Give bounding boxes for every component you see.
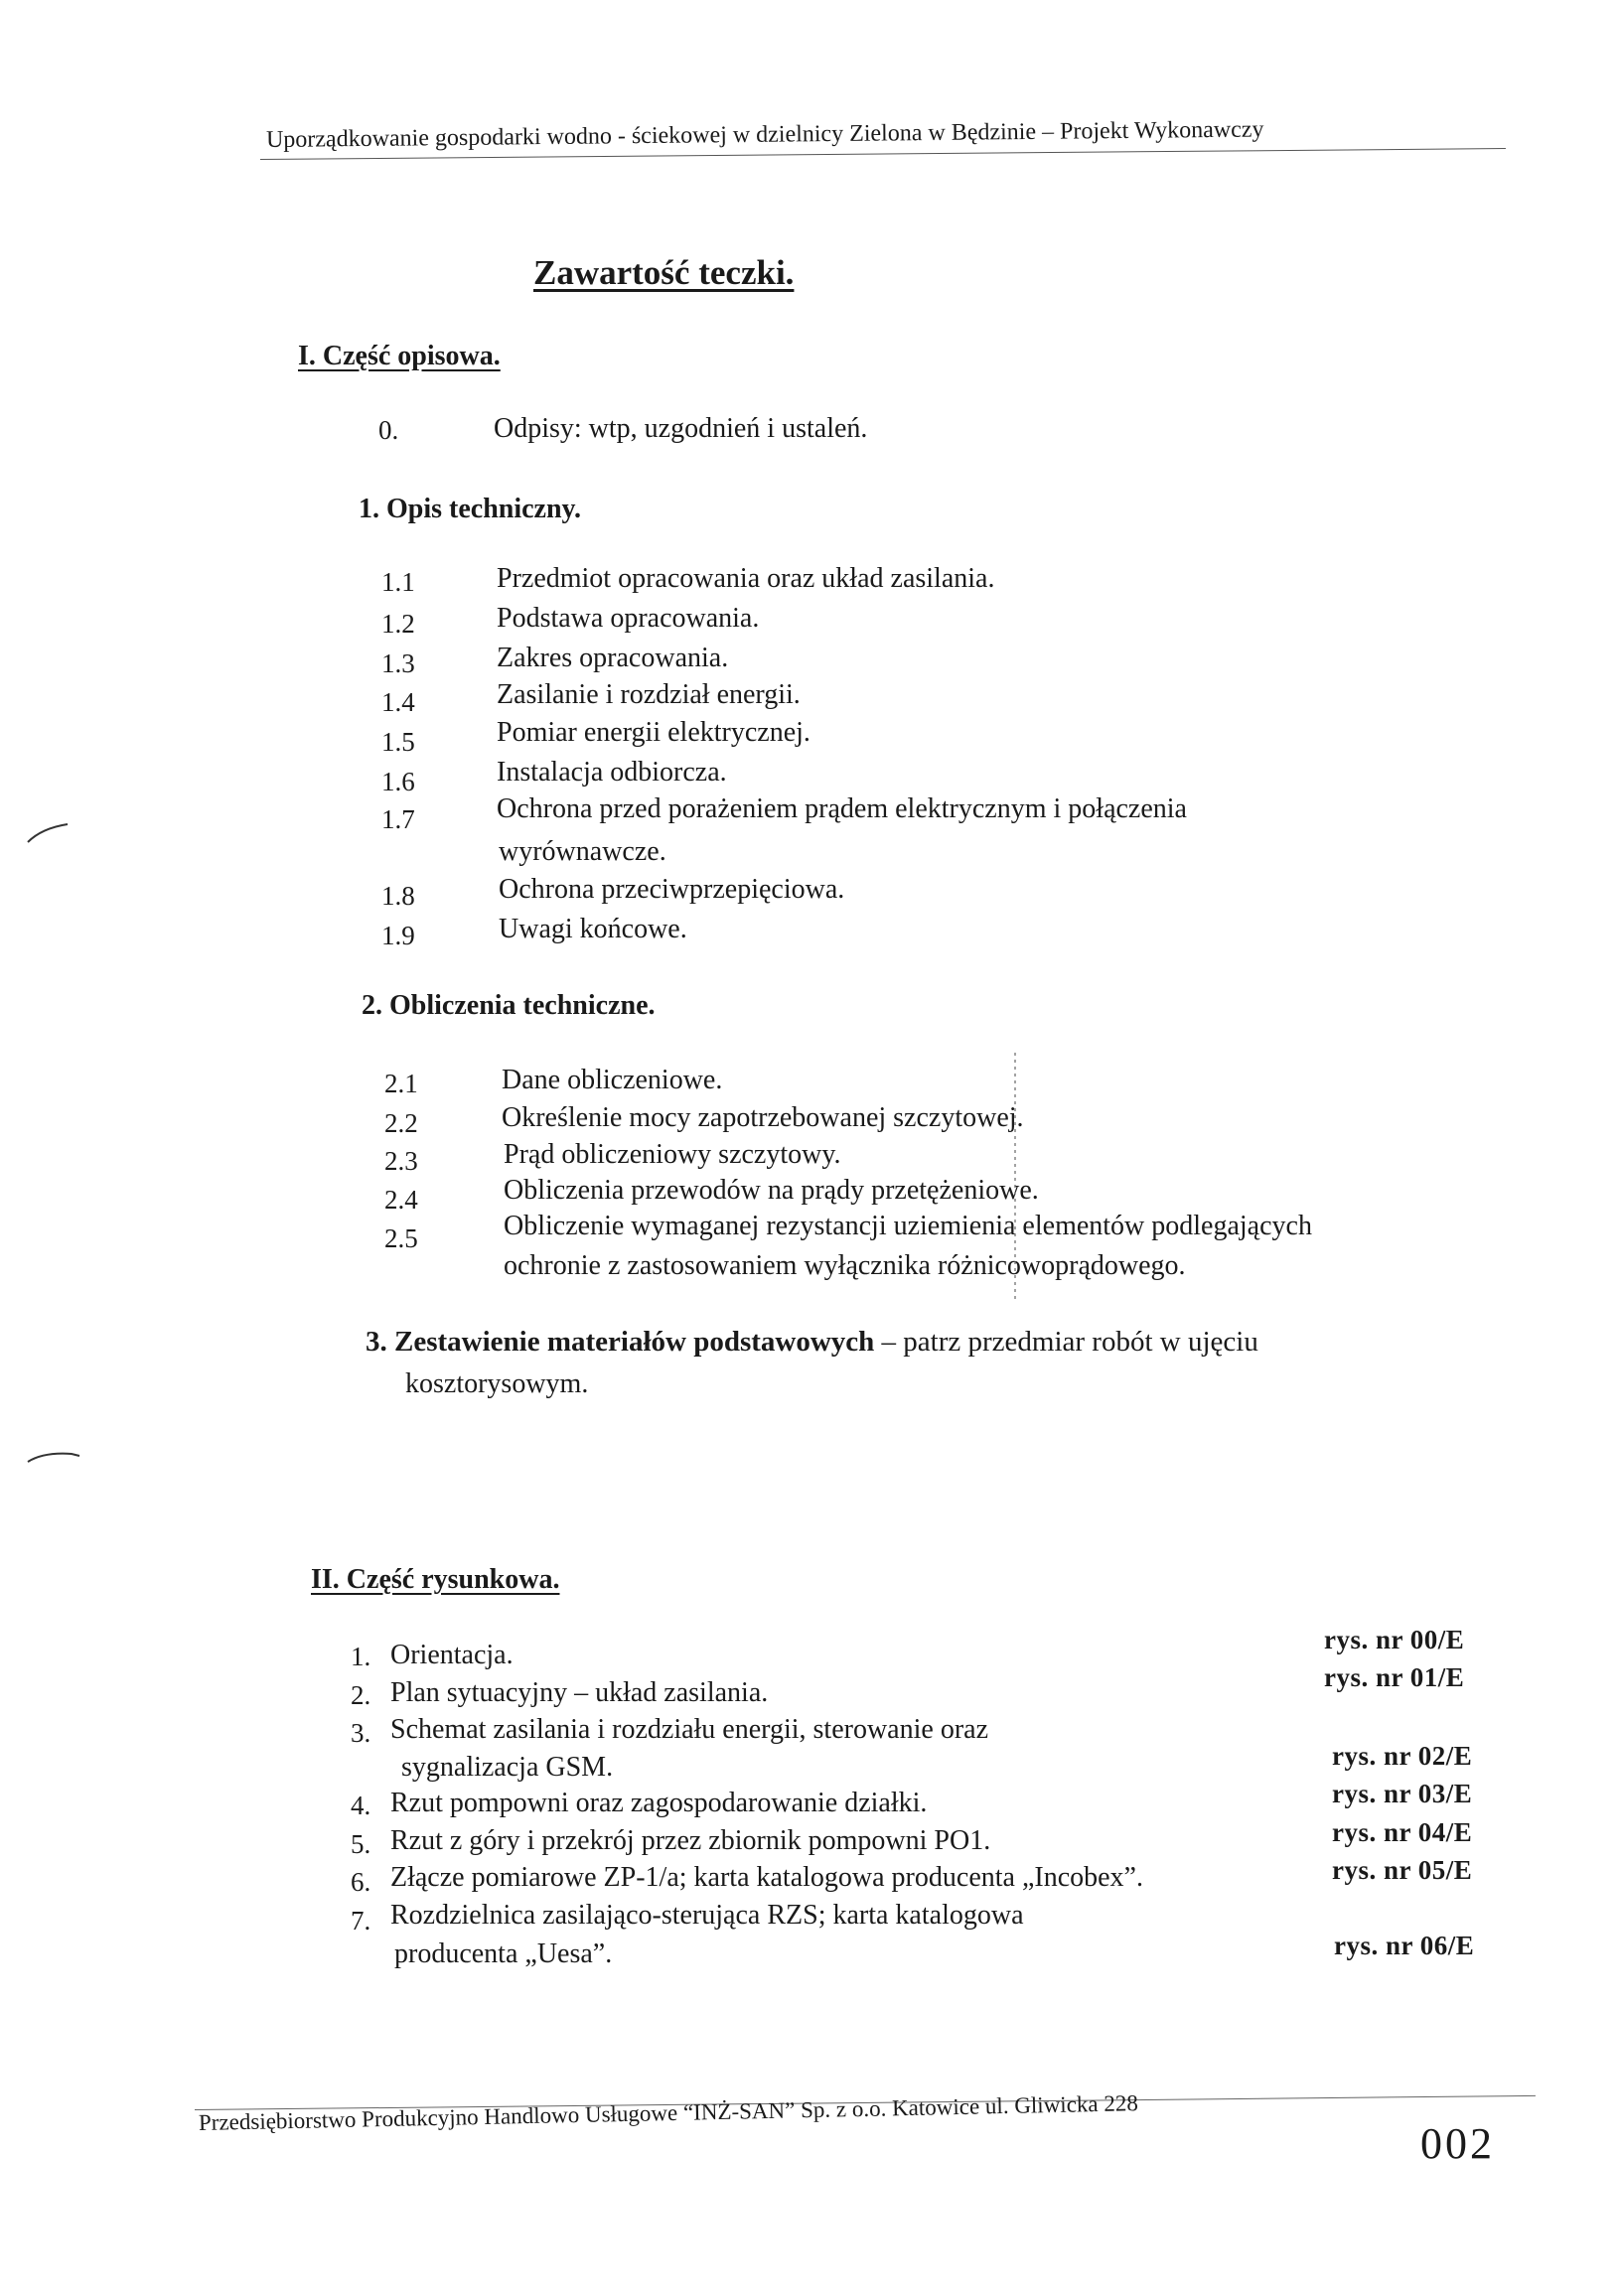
item-text: Pomiar energii elektrycznej. bbox=[497, 717, 810, 748]
section3-text-continued: kosztorysowym. bbox=[405, 1368, 589, 1399]
drawing-ref: rys. nr 04/E bbox=[1332, 1817, 1473, 1847]
item-text-continued: ochronie z zastosowaniem wyłącznika różnicowoprądowego. bbox=[504, 1250, 1186, 1281]
item-text: Uwagi końcowe. bbox=[499, 914, 687, 944]
item-number: 1.4 bbox=[381, 687, 415, 717]
section3-line bbox=[366, 1326, 1258, 1359]
item-number: 1.3 bbox=[381, 648, 415, 678]
item-text: Zakres opracowania. bbox=[497, 643, 729, 673]
item-text: Zasilanie i rozdział energii. bbox=[497, 679, 801, 710]
drawing-title: Rozdzielnica zasilająco-sterująca RZS; karta katalogowa bbox=[390, 1900, 1024, 1931]
section3-text: – patrz przedmiar robót w ujęciu bbox=[874, 1326, 1258, 1358]
item-text: Obliczenie wymaganej rezystancji uziemienia elementów podlegających bbox=[504, 1211, 1312, 1241]
drawing-number: 5. bbox=[351, 1829, 371, 1859]
item-text: Prąd obliczeniowy szczytowy. bbox=[504, 1139, 841, 1170]
drawing-number: 2. bbox=[351, 1680, 371, 1710]
page-number: 002 bbox=[1420, 2119, 1495, 2168]
item-number: 1.1 bbox=[381, 567, 415, 597]
item-number: 1.8 bbox=[381, 881, 415, 911]
part1-heading: I. Część opisowa. bbox=[298, 341, 501, 371]
item-number: 2.3 bbox=[384, 1146, 418, 1176]
section1-heading: 1. Opis techniczny. bbox=[359, 494, 582, 524]
document-header: Uporządkowanie gospodarki wodno - ściekowej w dzielnicy Zielona w Będzinie – Projekt Wykonawczy bbox=[265, 116, 1264, 153]
item-text: Ochrona przed porażeniem prądem elektrycznym i połączenia bbox=[497, 793, 1187, 824]
section3-heading: 3. Zestawienie materiałów podstawowych bbox=[366, 1326, 875, 1358]
document-footer: Przedsiębiorstwo Produkcyjno Handlowo Usługowe “INŻ-SAN” Sp. z o.o. Katowice ul. Gliwicka 228 bbox=[198, 2090, 1139, 2135]
item-number: 0. bbox=[378, 415, 399, 445]
item-number: 2.2 bbox=[384, 1108, 418, 1138]
drawing-title: Plan sytuacyjny – układ zasilania. bbox=[390, 1677, 769, 1708]
item-number: 2.4 bbox=[384, 1185, 418, 1215]
item-text: Odpisy: wtp, uzgodnień i ustaleń. bbox=[494, 413, 868, 444]
item-text: Określenie mocy zapotrzebowanej szczytowej. bbox=[502, 1102, 1024, 1133]
section2-heading: 2. Obliczenia techniczne. bbox=[362, 990, 656, 1021]
drawing-title-continued: sygnalizacja GSM. bbox=[401, 1752, 614, 1783]
item-text: Podstawa opracowania. bbox=[497, 603, 760, 634]
item-number: 1.2 bbox=[381, 609, 415, 639]
drawing-ref: rys. nr 02/E bbox=[1332, 1741, 1473, 1771]
drawing-number: 4. bbox=[351, 1791, 371, 1820]
page-title: Zawartość teczki. bbox=[533, 253, 795, 292]
item-number: 1.9 bbox=[381, 921, 415, 950]
drawing-ref: rys. nr 03/E bbox=[1332, 1779, 1473, 1808]
drawing-title: Złącze pomiarowe ZP-1/a; karta katalogowa producenta „Incobex”. bbox=[390, 1862, 1143, 1893]
drawing-ref: rys. nr 00/E bbox=[1324, 1625, 1465, 1654]
item-text: Ochrona przeciwprzepięciowa. bbox=[499, 874, 845, 905]
item-text-continued: wyrównawcze. bbox=[499, 836, 666, 867]
margin-pen-mark bbox=[20, 1440, 89, 1480]
drawing-ref: rys. nr 05/E bbox=[1332, 1855, 1473, 1885]
item-number: 1.5 bbox=[381, 727, 415, 757]
drawing-title: Rzut z góry i przekrój przez zbiornik pompowni PO1. bbox=[390, 1825, 991, 1856]
item-number: 2.5 bbox=[384, 1223, 418, 1253]
drawing-number: 7. bbox=[351, 1906, 371, 1936]
drawing-title: Schemat zasilania i rozdziału energii, sterowanie oraz bbox=[390, 1714, 988, 1745]
item-number: 2.1 bbox=[384, 1069, 418, 1098]
item-text: Dane obliczeniowe. bbox=[502, 1065, 723, 1095]
part2-heading: II. Część rysunkowa. bbox=[311, 1564, 560, 1595]
drawing-number: 3. bbox=[351, 1718, 371, 1748]
item-text: Przedmiot opracowania oraz układ zasilania. bbox=[497, 563, 995, 594]
drawing-title: Orientacja. bbox=[390, 1640, 514, 1670]
item-text: Obliczenia przewodów na prądy przetężeniowe. bbox=[504, 1175, 1039, 1206]
drawing-number: 1. bbox=[351, 1642, 371, 1671]
scan-artifact-line bbox=[1011, 1053, 1019, 1301]
drawing-ref: rys. nr 01/E bbox=[1324, 1662, 1465, 1692]
drawing-title-continued: producenta „Uesa”. bbox=[394, 1938, 613, 1969]
item-number: 1.7 bbox=[381, 804, 415, 834]
margin-pen-mark bbox=[20, 814, 79, 854]
drawing-ref: rys. nr 06/E bbox=[1334, 1931, 1475, 1960]
drawing-number: 6. bbox=[351, 1867, 371, 1897]
item-number: 1.6 bbox=[381, 767, 415, 796]
drawing-title: Rzut pompowni oraz zagospodarowanie działki. bbox=[390, 1788, 928, 1818]
item-text: Instalacja odbiorcza. bbox=[497, 757, 727, 788]
